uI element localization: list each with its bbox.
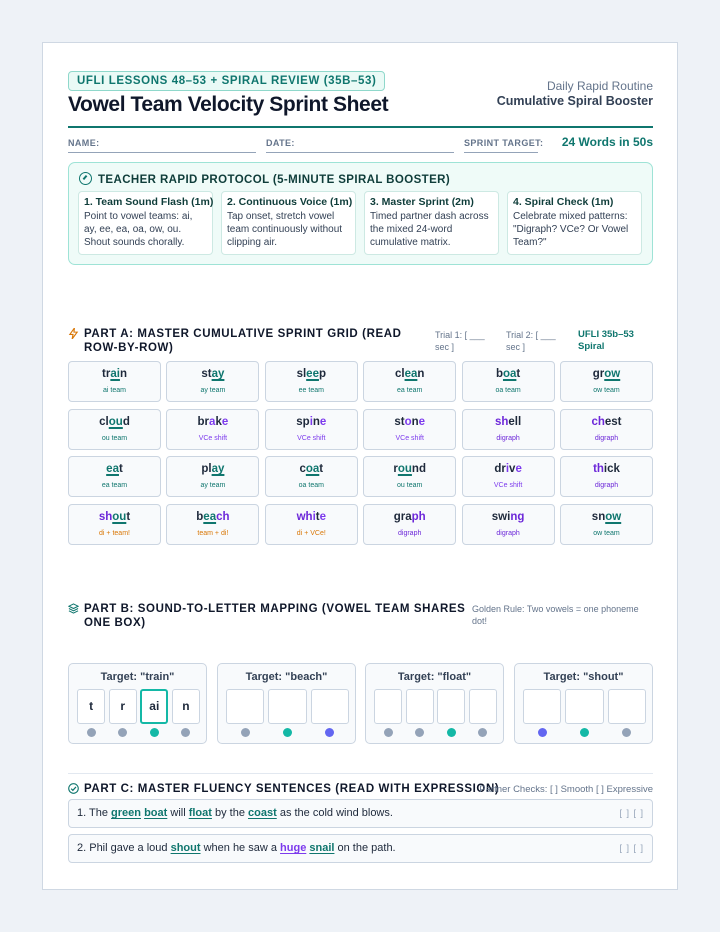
mapping-target: Target: "shout" — [543, 671, 624, 683]
pattern-tag: ea team — [101, 482, 128, 489]
phoneme-dot — [87, 728, 96, 737]
word-segment: est — [604, 415, 622, 428]
step-title: 1. Team Sound Flash (1m) — [84, 196, 214, 208]
word-segment: a — [209, 415, 216, 428]
mapping-target: Target: "float" — [397, 671, 472, 683]
word-card — [68, 361, 161, 402]
word-card — [560, 361, 653, 402]
sprint-target-line — [464, 152, 538, 153]
phoneme-dot — [538, 728, 547, 737]
protocol-step-2 — [221, 191, 356, 255]
word-segment: v — [509, 463, 516, 475]
name-label: NAME: — [68, 138, 100, 148]
phoneme-dot — [384, 728, 393, 737]
mapping-card — [68, 663, 207, 744]
part-c-title: PART C: MASTER FLUENCY SENTENCES (READ WITH EXPRESSION) — [84, 783, 500, 795]
phoneme-box[interactable] — [523, 689, 561, 724]
pattern-tag: di + VCe! — [296, 529, 326, 537]
word-segment: r — [393, 463, 398, 475]
word-segment: br — [197, 415, 210, 428]
phoneme-box[interactable] — [608, 689, 646, 724]
sprint-word — [167, 511, 258, 523]
step-title: 4. Spiral Check (1m) — [513, 196, 614, 208]
sprint-word — [167, 463, 258, 475]
word-card — [265, 456, 358, 497]
word-card — [265, 361, 358, 402]
word-segment: ai — [110, 368, 120, 380]
header-divider — [68, 126, 653, 128]
sprint-target-value: 24 Words in 50s — [561, 135, 653, 149]
mapping-target: Target: "train" — [100, 671, 175, 683]
sentence-checkboxes[interactable]: [ ] [ ] — [619, 843, 644, 853]
word-segment: th — [593, 463, 604, 475]
word-segment: d — [122, 415, 130, 428]
pattern-tag: di + team! — [99, 529, 130, 537]
word-segment: e — [221, 415, 229, 428]
sentence-segment: will — [167, 807, 189, 819]
target-word: boat — [144, 807, 168, 819]
word-card — [462, 504, 555, 545]
sprint-word — [364, 463, 455, 475]
part-c-divider — [68, 773, 653, 774]
phoneme-dot — [181, 728, 190, 737]
sprint-word — [364, 416, 455, 428]
golden-rule-note: Golden Rule: Two vowels = one phoneme dot! — [472, 604, 639, 626]
word-segment: i — [309, 415, 313, 428]
partner-checks-label: Partner Checks: [ ] Smooth [ ] Expressive — [479, 784, 653, 795]
worksheet-page — [42, 42, 678, 890]
word-segment: sn — [591, 510, 606, 523]
pattern-tag: VCe shift — [493, 482, 523, 489]
pattern-tag: ou team — [397, 482, 423, 489]
word-segment: b — [495, 368, 503, 380]
word-segment: ow — [605, 510, 622, 523]
phoneme-dot — [325, 728, 334, 737]
sprint-word — [463, 511, 554, 523]
mapping-target: Target: "beach" — [245, 671, 328, 683]
word-segment: r — [105, 368, 111, 380]
word-segment: oa — [502, 368, 517, 380]
word-segment: sh — [98, 510, 113, 523]
phoneme-box[interactable] — [268, 689, 306, 724]
sprint-word — [266, 368, 357, 380]
mapping-card — [514, 663, 653, 744]
phoneme-box[interactable]: r — [109, 689, 137, 724]
step-body: Tap onset, stretch vowel team continuously without clipping air. — [227, 211, 343, 248]
phoneme-box[interactable] — [437, 689, 465, 724]
sprint-word — [266, 511, 357, 523]
sprint-word — [167, 416, 258, 428]
spiral-range-tag: UFLI 35b–53 Spiral — [578, 329, 634, 352]
word-segment: n — [119, 368, 127, 380]
phoneme-dot — [118, 728, 127, 737]
fluency-sentence — [68, 799, 653, 828]
word-card — [166, 361, 259, 402]
phoneme-box[interactable] — [374, 689, 402, 724]
word-segment: ell — [508, 415, 522, 428]
pattern-tag: ay team — [200, 482, 226, 489]
word-segment: gr — [592, 368, 605, 380]
pattern-tag: VCe shift — [297, 434, 326, 442]
phoneme-box[interactable] — [311, 689, 349, 724]
date-label: DATE: — [266, 138, 295, 148]
word-card — [363, 361, 456, 402]
sentence-text — [77, 807, 393, 819]
pattern-tag: oa team — [495, 387, 521, 394]
sprint-word — [364, 511, 455, 523]
pattern-tag: ay team — [200, 387, 226, 394]
part-b-title: PART B: SOUND-TO-LETTER MAPPING (VOWEL TEAM SHARES ONE BOX) — [84, 603, 466, 629]
pattern-tag: digraph — [594, 482, 619, 489]
sprint-word — [69, 416, 160, 428]
compass-icon — [79, 172, 92, 185]
protocol-step-4 — [507, 191, 642, 255]
word-card — [560, 456, 653, 497]
pattern-tag: ea team — [397, 387, 423, 394]
sprint-word — [463, 368, 554, 380]
word-segment: t — [319, 463, 324, 475]
sentence-segment: as the cold wind blows. — [276, 807, 393, 819]
word-segment: ng — [510, 510, 525, 523]
sprint-word — [69, 511, 160, 523]
sentence-segment: when he saw a — [200, 842, 281, 854]
sentence-segment: by the — [211, 807, 249, 819]
word-card — [462, 456, 555, 497]
part-a-title: PART A: MASTER CUMULATIVE SPRINT GRID (READ ROW-BY-ROW) — [84, 328, 402, 354]
phoneme-dot — [283, 728, 292, 737]
check-circle-icon — [68, 783, 79, 794]
sentence-checkboxes[interactable]: [ ] [ ] — [619, 808, 644, 818]
word-segment: i — [505, 463, 510, 475]
phoneme-box[interactable] — [226, 689, 264, 724]
sentence-segment: on the path. — [334, 842, 396, 854]
pattern-tag: ai team — [103, 387, 126, 394]
phoneme-box[interactable]: n — [172, 689, 200, 724]
word-segment: ea — [404, 368, 418, 380]
routine-label: Daily Rapid Routine — [546, 79, 653, 93]
sentence-text — [77, 842, 396, 854]
target-word: float — [188, 807, 212, 819]
name-field-line[interactable] — [68, 152, 256, 153]
phoneme-box[interactable]: t — [77, 689, 105, 724]
sprint-word — [167, 368, 258, 380]
target-word: coast — [248, 807, 277, 819]
word-segment: t — [118, 463, 123, 475]
pattern-tag: digraph — [594, 434, 619, 442]
word-card — [560, 409, 653, 450]
sprint-word — [463, 463, 554, 475]
sprint-word — [561, 511, 652, 523]
sentence-segment: 2. Phil gave a loud — [77, 842, 171, 854]
target-word: huge — [280, 842, 307, 854]
sprint-word — [266, 463, 357, 475]
word-segment: ph — [411, 510, 426, 523]
word-segment: sl — [296, 368, 307, 380]
word-card — [68, 409, 161, 450]
mapping-card — [365, 663, 504, 744]
lesson-badge: UFLI LESSONS 48–53 + SPIRAL REVIEW (35B–53) — [68, 71, 385, 91]
teacher-protocol-panel — [68, 162, 653, 265]
pattern-tag: ow team — [593, 387, 620, 394]
word-card — [560, 504, 653, 545]
word-segment: ou — [112, 510, 127, 523]
word-segment: nd — [411, 463, 426, 475]
fluency-sentence — [68, 834, 653, 863]
word-segment: e — [319, 510, 327, 523]
protocol-step-3 — [364, 191, 499, 255]
word-segment: ick — [603, 463, 620, 475]
word-card — [166, 456, 259, 497]
word-segment: cl — [99, 415, 109, 428]
word-segment: ou — [108, 415, 123, 428]
phoneme-dot — [241, 728, 250, 737]
word-segment: i — [312, 510, 316, 523]
sprint-word — [561, 368, 652, 380]
word-segment: ow — [604, 368, 621, 380]
word-segment: p — [318, 368, 326, 380]
trial-2-field[interactable]: Trial 2: [ ___ sec ] — [506, 330, 556, 352]
word-card — [68, 504, 161, 545]
step-body: Point to vowel teams: ai, ay, ee, ea, oa, ow, ou. Shout sounds chorally. — [84, 211, 193, 248]
sprint-word — [561, 416, 652, 428]
pattern-tag: team + di! — [197, 529, 229, 537]
target-word: shout — [170, 842, 201, 854]
word-card — [363, 504, 456, 545]
phoneme-dot — [622, 728, 631, 737]
word-segment: ch — [591, 415, 605, 428]
word-card — [363, 456, 456, 497]
word-segment: k — [215, 415, 222, 428]
mapping-card — [217, 663, 356, 744]
word-segment: ou — [397, 463, 412, 475]
pattern-tag: digraph — [398, 529, 422, 537]
word-segment: sp — [296, 415, 310, 428]
word-segment: t — [126, 510, 131, 523]
word-segment: c — [299, 463, 306, 475]
word-segment: e — [418, 415, 426, 428]
word-card — [462, 409, 555, 450]
word-card — [265, 409, 358, 450]
word-segment: o — [404, 415, 412, 428]
word-segment: ay — [211, 463, 225, 475]
word-segment: n — [411, 415, 419, 428]
word-card — [166, 409, 259, 450]
sprint-word — [69, 463, 160, 475]
word-segment: ea — [106, 463, 119, 475]
step-body: Timed partner dash across the mixed 24-word cumulative matrix. — [370, 211, 489, 248]
word-segment: b — [196, 510, 204, 523]
sprint-word — [266, 416, 357, 428]
layers-icon — [68, 603, 79, 614]
step-title: 2. Continuous Voice (1m) — [227, 196, 353, 208]
word-segment: e — [515, 463, 522, 475]
phoneme-dot — [478, 728, 487, 737]
sentence-segment: 1. The — [77, 807, 112, 819]
word-segment: t — [315, 510, 320, 523]
pattern-tag: ou team — [101, 434, 128, 442]
word-segment: pl — [201, 463, 212, 475]
protocol-title: TEACHER RAPID PROTOCOL (5-MINUTE SPIRAL BOOSTER) — [98, 174, 451, 186]
step-body: Celebrate mixed patterns: "Digraph? VCe? Or Vowel Team?" — [513, 211, 629, 248]
word-segment: oa — [305, 463, 320, 475]
sprint-word — [69, 368, 160, 380]
word-segment: wh — [296, 510, 313, 523]
phoneme-dot — [415, 728, 424, 737]
phoneme-box[interactable] — [406, 689, 434, 724]
target-word: green — [111, 807, 142, 819]
pattern-tag: VCe shift — [198, 434, 228, 442]
word-segment: ee — [306, 368, 319, 380]
lightning-icon — [68, 328, 79, 339]
word-segment: n — [312, 415, 320, 428]
word-card — [166, 504, 259, 545]
step-title: 3. Master Sprint (2m) — [370, 196, 474, 208]
word-segment: st — [394, 415, 405, 428]
date-field-line[interactable] — [266, 152, 454, 153]
trial-1-field[interactable]: Trial 1: [ ___ sec ] — [435, 330, 485, 352]
phoneme-dot — [150, 728, 159, 737]
target-word: snail — [309, 842, 335, 854]
word-segment: dr — [494, 463, 506, 475]
word-segment: gra — [393, 510, 412, 523]
sprint-word — [463, 416, 554, 428]
sprint-word — [364, 368, 455, 380]
pattern-tag: digraph — [496, 434, 520, 442]
word-card — [363, 409, 456, 450]
word-segment: sw — [491, 510, 508, 523]
booster-label: Cumulative Spiral Booster — [496, 94, 653, 108]
protocol-step-1 — [78, 191, 213, 255]
phoneme-dot — [580, 728, 589, 737]
word-segment: t — [516, 368, 521, 380]
pattern-tag: ee team — [298, 387, 324, 394]
pattern-tag: VCe shift — [395, 434, 424, 442]
pattern-tag: ow team — [593, 529, 620, 537]
phoneme-box[interactable] — [565, 689, 603, 724]
sprint-word — [561, 463, 652, 475]
word-card — [265, 504, 358, 545]
word-segment: ay — [211, 368, 225, 380]
sprint-target-label: SPRINT TARGET: — [464, 138, 544, 148]
word-segment: n — [417, 368, 425, 380]
word-segment: ea — [203, 510, 217, 523]
word-card — [462, 361, 555, 402]
phoneme-box[interactable]: ai — [140, 689, 168, 724]
word-segment: e — [319, 415, 327, 428]
protocol-heading — [79, 172, 450, 186]
word-segment: t — [102, 368, 106, 380]
word-segment: cl — [394, 368, 405, 380]
pattern-tag: digraph — [496, 529, 520, 537]
pattern-tag: oa team — [298, 482, 324, 489]
word-segment: sh — [494, 415, 509, 428]
word-segment: st — [201, 368, 212, 380]
phoneme-dot — [447, 728, 456, 737]
phoneme-box[interactable] — [469, 689, 497, 724]
word-segment: i — [507, 510, 511, 523]
word-segment: ch — [216, 510, 230, 523]
page-title: Vowel Team Velocity Sprint Sheet — [68, 93, 389, 116]
word-card — [68, 456, 161, 497]
